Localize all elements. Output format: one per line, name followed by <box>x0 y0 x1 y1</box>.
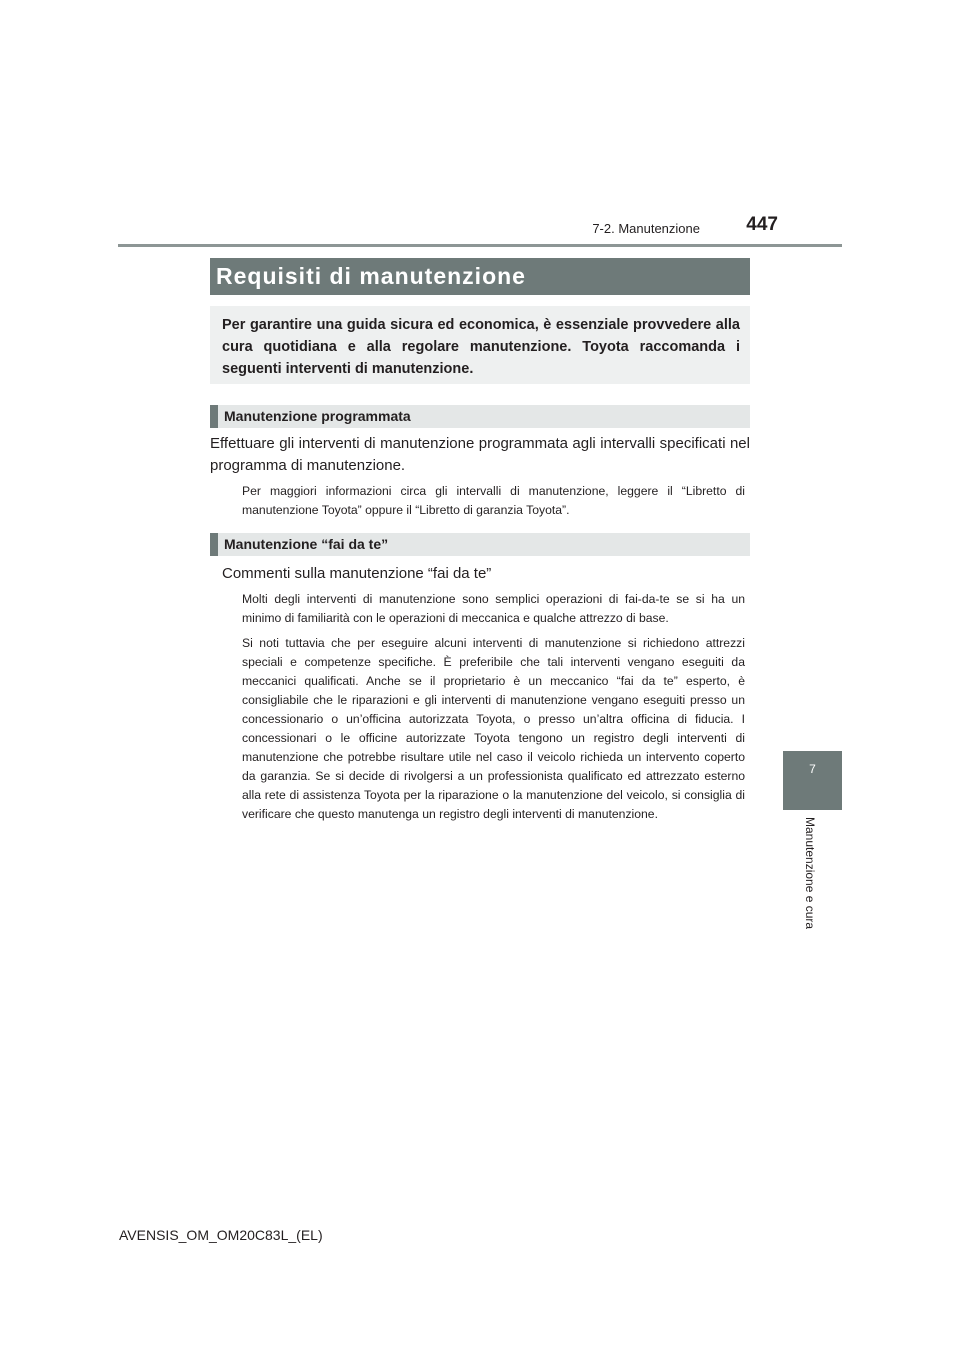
section-accent <box>210 405 218 428</box>
intro-text: Per garantire una guida sicura ed economica, è essenziale provvedere alla cura quotidiana e alla regolare manutenzione. Toyota raccomanda i seguenti interventi di manutenzione. <box>222 317 740 377</box>
section-heading-scheduled: Manutenzione programmata <box>224 408 411 424</box>
diy-body: Commenti sulla manutenzione “fai da te” <box>222 565 492 582</box>
chapter-label: Manutenzione e cura <box>803 817 817 930</box>
page-title: Requisiti di manutenzione <box>216 263 526 289</box>
page-number: 447 <box>746 214 778 235</box>
header-divider <box>118 244 842 247</box>
scheduled-note: Per maggiori informazioni circa gli intervalli di manutenzione, leggere il “Libretto di manutenzione Toyota” oppure il “Libretto di garanzia Toyota”. <box>242 484 745 517</box>
section-heading-diy: Manutenzione “fai da te” <box>224 536 389 552</box>
section-accent <box>210 533 218 556</box>
chapter-tab[interactable] <box>783 751 842 810</box>
header-section: 7-2. Manutenzione <box>592 221 700 236</box>
scheduled-body: Effettuare gli interventi di manutenzione programmata agli intervalli specificati nel programma di manutenzione. <box>210 435 750 474</box>
document-code: AVENSIS_OM_OM20C83L_(EL) <box>119 1227 323 1243</box>
diy-note-1: Molti degli interventi di manutenzione sono semplici operazioni di fai-da-te se si ha un minimo di familiarità con le operazioni di meccanica e qualche attrezzo di base. <box>242 592 745 625</box>
chapter-number: 7 <box>809 762 816 776</box>
diy-note-2: Si noti tuttavia che per eseguire alcuni interventi di manutenzione si richiedono attrezzi speciali e competenze specifiche. È preferibile che tali interventi vengano eseguiti da meccanici qualificati. Anche se il proprietario è un meccanico “fai da te” esperto, è consigliabile che le riparazioni e gli interventi di manutenzione vengano eseguiti presso un concessionario o un’officina autorizzata Toyota, o presso un’altra officina di fiducia. I concessionari o le officine autorizzate Toyota tengono un registro degli interventi di manutenzione che potrebbe risultare utile nel caso il veicolo richieda un intervento coperto da garanzia. Se si decide di rivolgersi a un professionista qualificato ed attrezzato esterno alla rete di assistenza Toyota per la riparazione o la manutenzione del veicolo, si consiglia di verificare che questo manutenga un registro degli interventi di manutenzione. <box>242 636 745 821</box>
